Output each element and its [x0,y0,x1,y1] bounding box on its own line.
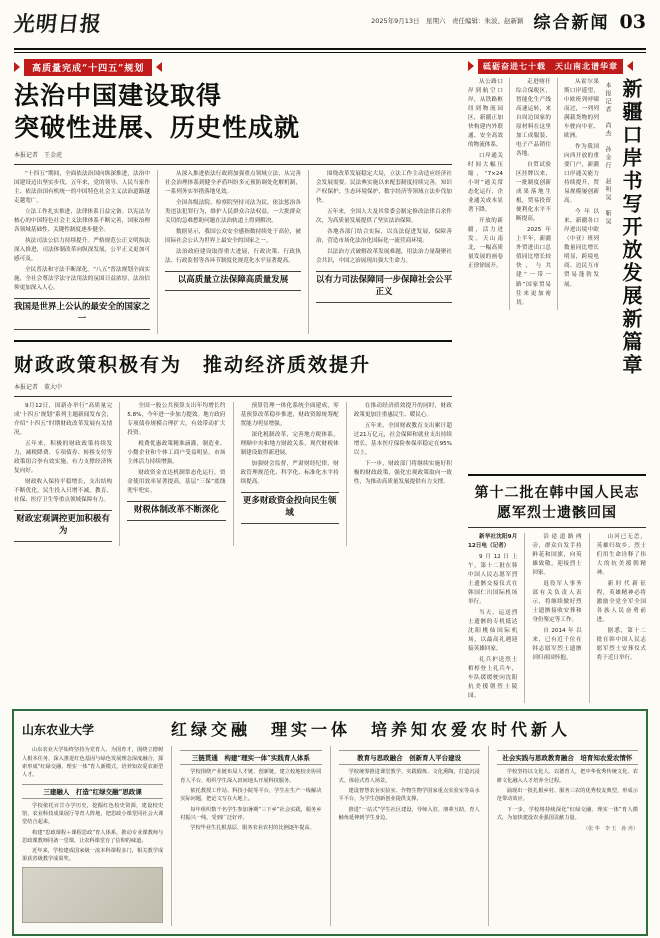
second-col4-text [354,402,452,487]
paragraph: 自2014年以来，已有近千位在韩志愿军烈士遗骸回归祖国怀抱。 [532,627,582,662]
bottom-col4-subhead: 社会实践与思政教育融合 培育知农爱农情怀 [497,750,638,765]
lead-byline: 本报记者 王金虎 [14,151,63,159]
paragraph: 学校毕业生扎根基层、服务农业农村的比例逐年提高。 [190,825,315,832]
paragraph: 全民普法和守法不断深化。“八五”普法规划全面实施，全社会尊法学法守法用法的氛围日益浓厚，法治信仰更加深入人心。 [14,266,150,292]
paragraph: 沿途道路两旁，群众自发手持鲜花和国旗，向英雄致敬，迎接烈士回家。 [532,533,582,576]
bottom-col1-text [22,802,163,864]
lead-story-columns [14,170,452,334]
paragraph: 学校依托百廿办学历史，挖掘红色校史资源，建设校史馆、农业科技成果展厅等育人阵地，把思政小课堂同社会大课堂结合起来。 [22,802,164,826]
bottom-column-1 [22,746,163,925]
paragraph: “十四五”期间，全面依法治国向纵深推进，法治中国建设迈出坚实步伐。五年来，党的领导、人民当家作主、依法治国有机统一的中国特色社会主义法治道路越走越宽广。 [14,170,150,204]
paragraph: 从霍尔果斯口岸遥望，中欧班列呼啸而过，一列列满载货物的列车驶向中亚、欧洲。 [564,78,599,139]
masthead-meta: 2025年9月13日 星期六 责任编辑：朱波、赵新颖 [371,17,524,25]
second-col1-subhead: 财政宏观调控更加积极有为 [14,510,112,542]
paragraph: 当天，运送烈士遗骸的专机抵达沈阳桃仙国际机场，以最高礼遇迎接英雄回家。 [468,609,518,653]
column-divider [171,746,172,925]
paragraph: 全国一般公共预算支出年均增长约5.8%，今年进一步加力提效。地方政府专项债券规模合理扩大，有效带动扩大投资。 [127,402,226,437]
paragraph: 涌现出一批扎根乡村、服务三农的优秀校友典型，形成示范带动效应。 [496,787,638,803]
paragraph: 学校统筹推进课堂教学、实践锻炼、文化熏陶，打造沉浸式、体验式育人场景。 [338,769,480,784]
second-column-3 [241,402,339,546]
bottom-column-4 [497,746,638,925]
paragraph: 各地各部门结合实际，以良法促进发展、保障善治，营造市场化法治化国际化一流营商环境。 [316,228,452,244]
bottom-col2-subhead: 三链贯通 构建“理实一体”实践育人体系 [180,750,321,765]
bottom-feature-columns [22,746,638,925]
lead-headline-line2: 突破性进展、历史性成就 [14,112,301,142]
paragraph: 财政收入保持平稳增长，支出结构不断优化，民生投入只增不减，教育、社保、医疗卫生等重点领域保障有力。 [14,479,113,504]
martyrs-column-3 [597,533,646,704]
lead-banner-label: 高质量完成“十四五”规划 [24,59,152,76]
second-column-1 [14,402,112,546]
section-title: 综合新闻 [533,13,610,33]
paragraph: 建设智慧农业实验室、作物生物学国家重点实验室等高水平平台，为学生创新创业提供支撑。 [338,787,480,803]
column-divider [509,78,510,310]
second-headline: 财政政策积极有为 推动经济质效提升 [14,353,372,376]
lead-headline [14,80,452,144]
paragraph: 执法司法公信力持续提升。严格规范公正文明执法深入推进，司法体制改革向纵深发展，公平正义更加可感可及。 [14,237,150,262]
second-byline: 本报记者 董大中 [14,383,63,391]
bottom-feature-credit: （张 华 李 玉 孙 冉） [583,826,638,833]
paragraph: 数据显示，我国公众安全感指数持续处于高位，被国际社会公认为世界上最安全的国家之一。 [165,228,301,244]
feature-vertical-block [468,78,646,468]
paragraph: 五年来，全国人大及其常委会制定修改法律百余件次，为高质量发展提供了坚实法治保障。 [316,208,452,224]
paragraph: 税费优惠政策精准滴灌，制造业、小微企业和个体工商户受益明显，市场主体活力持续增强。 [127,441,226,466]
column-divider [157,170,158,334]
paragraph: 加强财会监督，严肃财经纪律，财政管理规范化、科学化、标准化水平持续提高。 [240,461,339,486]
lead-rule [14,164,452,165]
feature-column-1 [564,78,599,310]
bottom-col1-subhead: 三建融人 打造“红绿交融”思政课 [22,784,163,799]
paragraph: 新时代新征程，英雄精神必将激励全党全军全国各族人民奋勇前进。 [596,580,646,623]
paragraph: 以法治方式破解改革发展难题，用法治力量凝聚社会共识，中国之治展现出强大生命力。 [316,248,452,264]
masthead [0,0,660,46]
bottom-column-2 [180,746,321,925]
paragraph: 推进“一站式”学生社区建设，导师入驻、朋辈互助，育人触角延伸到学生身边。 [338,806,480,821]
paragraph: 法治政府建设取得重大进展，行政决策、行政执法、行政监督等各环节制度化规范化水平显著提高。 [165,248,301,264]
paragraph: 今年以来，新疆各口岸进出境中欧（中亚）班列数量同比增长明显，跨境电商、边民互市贸易蓬勃发展。 [564,209,599,288]
second-col2-subhead: 财税体制改革不断深化 [127,501,225,521]
lead-column-3 [316,170,452,334]
left-main-column [14,53,460,704]
masthead-right [371,8,646,33]
paragraph: 自贸试验区挂牌以来，一批制度创新成果落地生根，贸易投资便利化水平不断提高。 [516,161,551,223]
paragraph: 围绕改革发展稳定大局，立法工作主动适应经济社会发展需要。民法典实施以来配套制度持续完善，知识产权保护、生态环境保护、数字经济等领域立法步伐加快。 [316,170,452,204]
paragraph: 据悉，第十二批在韩中国人民志愿军烈士安葬仪式将于近日举行。 [596,627,646,662]
paragraph: 9月12日上午，第十二批在韩中国人民志愿军烈士遗骸交接仪式在韩国仁川国际机场举行。 [468,553,518,605]
bottom-feature-header [22,717,638,740]
banner-triangle-left-icon [14,62,20,72]
banner-triangle-left-icon [468,61,474,71]
feature-col1-text [564,78,599,290]
second-col2-text [127,402,225,496]
paragraph: 下一步，财政部门将继续实施好积极的财政政策，强化宏观政策取向一致性，为推动高质量发展提供有力支撑。 [353,461,452,486]
column-divider [308,170,309,334]
university-name: 山东农业大学 [22,723,95,738]
newspaper-logo: 光明日报 [12,11,104,36]
martyrs-rule [468,527,646,528]
feature-column-2 [516,78,551,310]
page-number: 03 [619,11,646,33]
martyrs-lead-label: 新华社沈阳9月12日电（记者） [468,533,518,549]
lead-col3-subhead: 以有力司法保障同一步保障社会公平正义 [316,271,452,303]
second-column-2 [127,402,225,546]
lead-col1-text [14,170,150,294]
martyrs-headline: 第十二批在韩中国人民志愿军烈士遗骸回国 [474,484,640,521]
paragraph: 立法工作扎实推进，法律体系日益完备。以宪法为核心的中国特色社会主义法律体系不断完善，国家治理各领域基础性、关键性制度逐步健全。 [14,208,150,233]
bottom-col4-text [497,768,638,822]
paragraph: 在推动经济质效提升的同时，财政政策更加注重惠民生、暖民心。 [353,402,452,418]
column-divider [346,402,347,546]
paragraph: 作为我国向西开放的重要门户，新疆口岸通关能力持续提升，贸易规模屡创新高。 [564,143,599,205]
paragraph: 下一步，学校将持续深化“红绿交融、理实一体”育人模式，为加快建设农业强国贡献力量。 [496,806,638,821]
second-col3-subhead: 更多财政资金投向民生领域 [241,492,339,524]
feature-vertical-byline: 本报记者 尚杰 孙金行 赵明昊 靳昊 [604,81,611,226]
paragraph: 从深入推进依法行政到加强重点领域立法，从完善社会治理体系到健全矛盾纠纷多元预防调处化解机制，一系列务实举措落地见效。 [165,170,301,195]
paragraph: 礼兵护送烈士棺椁登上礼兵车，车队缓缓驶向沈阳抗美援朝烈士陵园。 [468,657,518,700]
column-divider [119,402,120,546]
second-col1-text [14,402,112,506]
banner-triangle-right-icon [156,62,162,72]
feature-col2-text [516,78,551,308]
column-divider [488,746,489,925]
paragraph: 山东农业大学始终坚持为党育人、为国育才，围绕立德树人根本任务，深入推进红色基因与绿色发展理念深度融合，探索形成“红绿交融、理实一体”育人新模式，培养知农爱农新型人才。 [22,747,164,779]
bottom-col2-text [180,768,321,832]
paragraph: 从公路口岸到航空口岸，从铁路枢纽到物流园区，新疆正加快构建内外联通、安全高效的物流体系。 [468,78,503,148]
lead-col2-text [165,170,301,266]
paragraph: 财政资金直达机制常态化运行，资金使用效率显著提高，基层“三保”底线兜牢兜实。 [127,470,226,495]
section-divider [14,340,452,342]
paragraph: 退役军人事务部有关负责人表示，将继续做好烈士遗骸接收安葬和身份鉴定等工作。 [532,580,582,623]
lead-col1-subhead: 我国是世界上公认的最安全的国家之一 [14,298,150,330]
masthead-rule [14,48,646,50]
feature-vertical-title: 新疆口岸书写开放发展新篇章 [619,77,643,377]
lead-col3-text [316,170,452,266]
bottom-feature-title: 红绿交融 理实一体 培养知农爱农时代新人 [171,720,572,740]
second-column-4 [354,402,452,546]
bottom-col3-text [339,768,480,822]
second-rule [14,396,452,397]
paragraph: 每年组织数千名学生参加暑期“三下乡”社会实践，服务乡村振兴一线，受到广泛好评。 [180,806,322,821]
paragraph: 开放的新疆，活力迸发。天山南北，一幅高质量发展的画卷正徐徐展开。 [468,218,503,270]
martyrs-column-1 [468,533,517,704]
lead-headline-line1: 法治中国建设取得 [14,80,223,110]
paragraph: 预算管理一体化系统全面建成，零基预算改革稳步推进，财政资源统筹配置能力明显增强。 [240,402,339,427]
martyrs-col1-text [468,533,517,702]
banner-triangle-right-icon [627,61,633,71]
column-divider [330,746,331,925]
martyrs-divider [468,474,646,476]
bottom-col1-intro [22,746,163,779]
paragraph: 近年来，学校建成国家级一流本科课程多门，相关教学成果获省级教学成果奖。 [22,848,164,863]
column-divider [233,402,234,546]
top-area [0,53,660,704]
paragraph: 深化税制改革，完善地方税体系，理顺中央和地方财政关系，现代财税体制建设取得新进展。 [240,432,339,457]
paragraph: 2025年上半年，新疆外贸进出口总值同比增长较快，与共建“一带一路”国家贸易往来更加密切。 [516,227,551,306]
column-divider [589,533,590,704]
lead-column-2 [165,170,301,334]
bottom-column-3 [339,746,480,925]
paragraph: 全国各级法院、检察院坚持司法为民，依法惩治各类违法犯罪行为，维护人民群众合法权益。一大批群众关切的急难愁盼问题在法治轨道上得到解决。 [165,199,301,224]
feature-banner [468,59,646,74]
column-divider [524,533,525,704]
bottom-feature [12,709,648,935]
paragraph: 9月12日，国新办举行“高质量完成‘十四五’规划”系列主题新闻发布会，介绍“十四五”时期财政改革发展有关情况。 [14,402,113,437]
lead-column-1 [14,170,150,334]
paragraph: 构建“思政课程＋课程思政”育人体系，推动专业课教师与思政课教师同备一堂课，让农科课堂有了信仰的味道。 [22,829,164,844]
paragraph: 走进喀什综合保税区，智能化生产线高速运转，来自周边国家的原材料在这里加工成服装、电子产品销往各地。 [516,78,551,157]
paragraph: 学校围绕产业链布局人才链、创新链，建立校地校企协同育人平台，组织学生深入田间地头开展科技服务。 [180,769,322,784]
second-story-columns [14,402,452,546]
feature-col3-text [468,78,503,272]
martyrs-col3-text [597,533,646,664]
column-divider [557,78,558,310]
paragraph: 山河已无恙，英雄归故乡。烈士们用生命诠释了伟大的抗美援朝精神。 [596,533,646,576]
second-col3-text [241,402,339,487]
bottom-col1-photo [22,867,163,923]
paragraph: 口岸通关时间大幅压缩，“7×24小时”通关常态化运行，企业通关成本显著下降。 [468,152,503,214]
bottom-col3-subhead: 教育与思政融合 创新育人平台建设 [339,750,480,765]
feature-column-3 [468,78,503,310]
martyrs-columns [468,533,646,704]
feature-banner-label: 砥砺奋进七十载 天山南北谱华章 [478,59,623,74]
martyrs-column-2 [532,533,581,704]
paragraph: 五年来，全国财政教育支出累计超过21万亿元，社会保障和就业支出持续增长，基本医疗保险参保率稳定在95%以上。 [353,422,452,457]
paragraph: 依托教授工作站、科技小院等平台，学生在生产一线解决实际问题，把论文写在大地上。 [180,787,322,803]
feature-columns [468,78,599,310]
martyrs-col2-text [532,533,581,664]
lead-banner [14,59,452,76]
paragraph: 学校坚持以文化人、以德育人，把中华优秀传统文化、农耕文化融入人才培养全过程。 [496,769,638,784]
paragraph: 五年来，积极的财政政策持续发力，减税降费、专项债券、转移支付等政策组合拳有效实施，有力支撑经济恢复向好。 [14,441,113,475]
lead-col2-subhead: 以高质量立法保障高质量发展 [165,271,301,291]
right-main-column [460,53,646,704]
